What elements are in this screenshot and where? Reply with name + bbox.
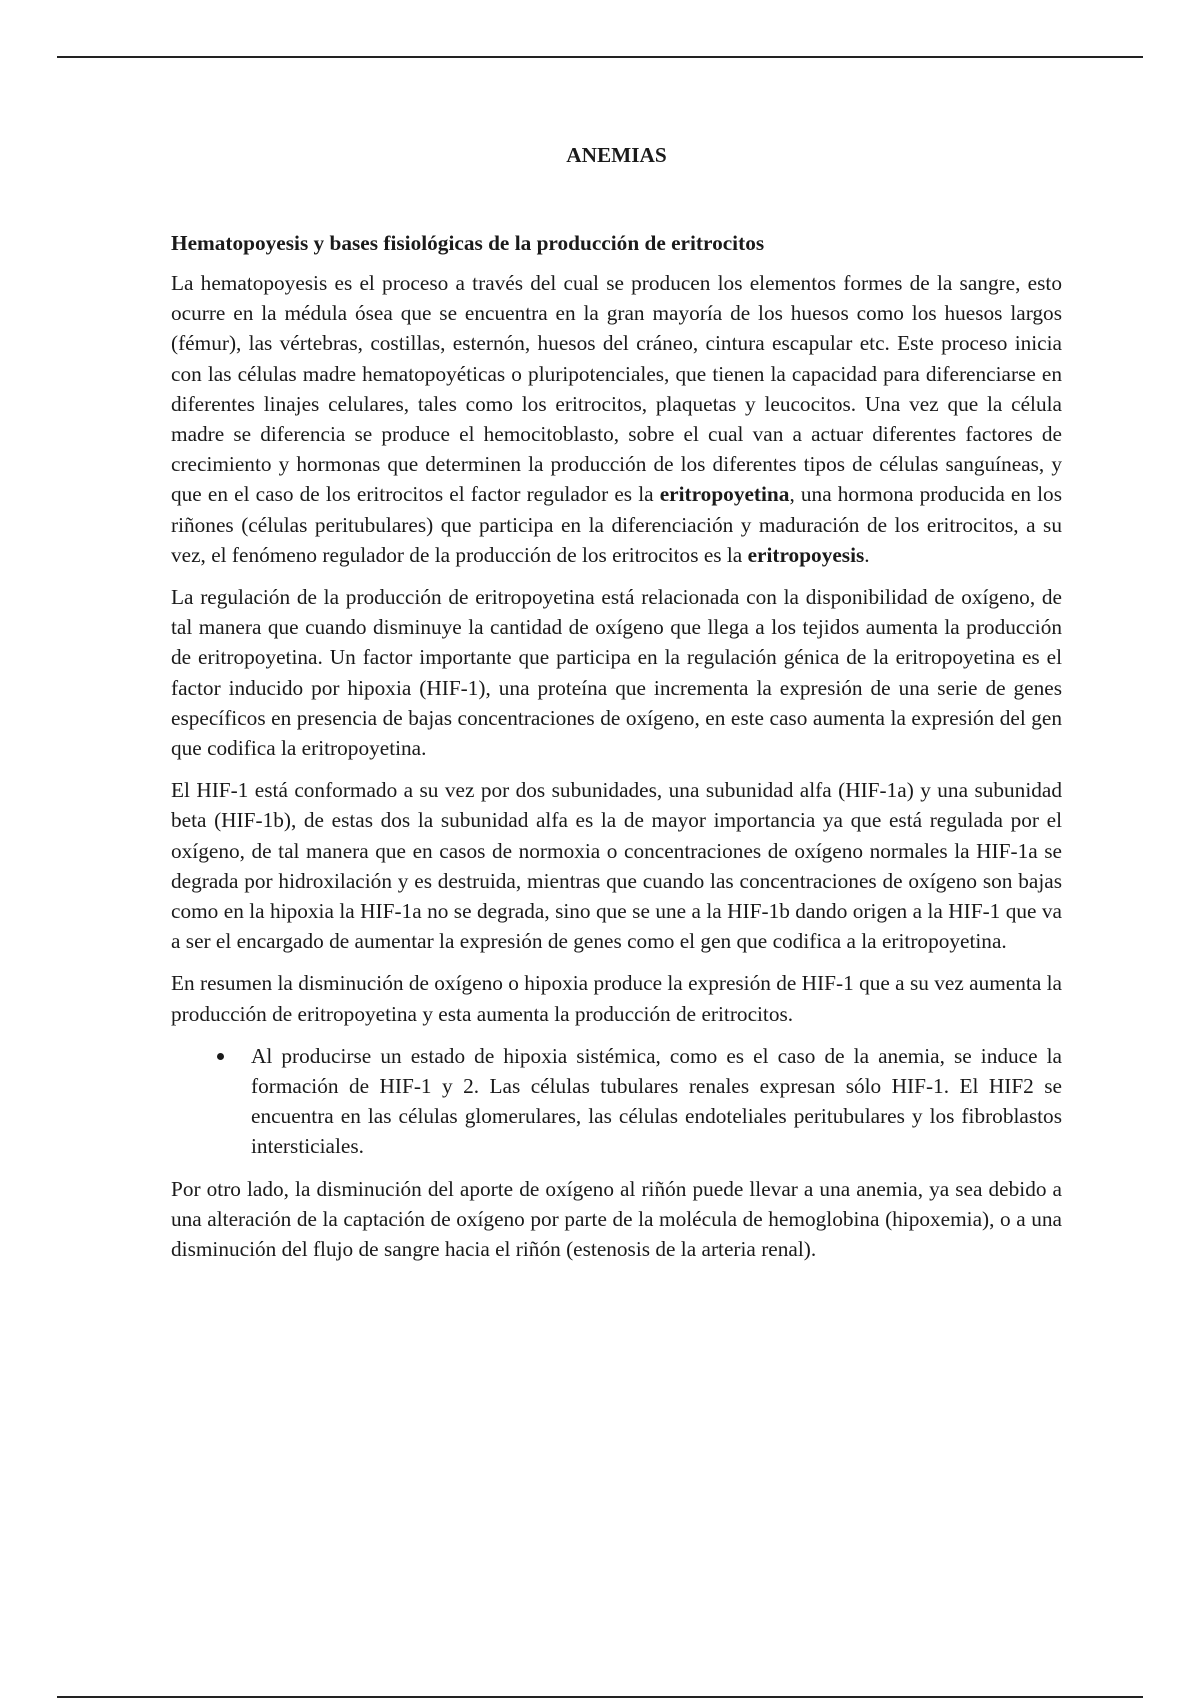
footer-rule xyxy=(57,1696,1143,1698)
paragraph-regulacion: La regulación de la producción de eritropoyetina está relacionada con la disponibilidad de oxígeno, de tal manera que cuando disminuye la cantidad de oxígeno que llega a los tejidos aumenta la producción de eritropoyetina. Un factor importante que participa en la regulación génica de la eritropoyetina es el factor inducido por hipoxia (HIF-1), una proteína que incrementa la expresión de una serie de genes específicos en presencia de bajas concentraciones de oxígeno, en este caso aumenta la expresión del gen que codifica la eritropoyetina. xyxy=(171,585,1062,761)
paragraph-resumen: En resumen la disminución de oxígeno o hipoxia produce la expresión de HIF-1 que a su vez aumenta la producción de eritropoyetina y esta aumenta la producción de eritrocitos. xyxy=(171,971,1062,1026)
paragraph-rinon: Por otro lado, la disminución del aporte de oxígeno al riñón puede llevar a una anemia, ya sea debido a una alteración de la captación de oxígeno por parte de la molécula de hemoglobina (hipoxemia), o a una disminución del flujo de sangre hacia el riñón (estenosis de la arteria renal). xyxy=(171,1176,1062,1262)
paragraph-text: , una hormona producida en los riñones (células peritubulares) que participa en la diferenciación y maduración de los eritrocitos, a su vez, el fenómeno regulador de la producción de los eritrocitos es la xyxy=(171,482,1062,567)
header-rule xyxy=(57,56,1143,58)
bullet-item xyxy=(251,1041,1062,1162)
document-title: ANEMIAS xyxy=(566,143,667,167)
document-body xyxy=(171,140,1062,1276)
paragraph-hematopoyesis xyxy=(171,268,1062,570)
bullet-list xyxy=(171,1041,1062,1162)
bullet-icon xyxy=(217,1053,224,1060)
bold-term-eritropoyesis: eritropoyesis xyxy=(747,542,865,567)
bullet-text: Al producirse un estado de hipoxia sistémica, como es el caso de la anemia, se induce la formación de HIF-1 y 2. Las células tubulares renales expresan sólo HIF-1. El HIF2 se encuentra en las células glomerulares, las células endoteliales peritubulares y los fibroblastos intersticiales. xyxy=(251,1043,1062,1159)
bold-term-eritropoyetina: eritropoyetina xyxy=(659,482,790,507)
section-heading: Hematopoyesis y bases fisiológicas de la producción de eritrocitos xyxy=(171,231,765,255)
paragraph-text: La hematopoyesis es el proceso a través del cual se producen los elementos formes de la sangre, esto ocurre en la médula ósea que se encuentra en la gran mayoría de los huesos como los huesos largos (fémur), las vértebras, costillas, esternón, huesos del cráneo, cintura escapular etc. Este proceso inicia con las células madre hematopoyéticas o pluripotenciales, que tienen la capacidad para diferenciarse en diferentes linajes celulares, tales como los eritrocitos, plaquetas y leucocitos. Una vez que la célula madre se diferencia se produce el hemocitoblasto, sobre el cual van a actuar diferentes factores de crecimiento y hormonas que determinen la producción de los diferentes tipos de células sanguíneas, y que en el caso de los eritrocitos el factor regulador es la xyxy=(171,271,1062,507)
paragraph-text: . xyxy=(864,542,870,567)
paragraph-hif1: El HIF-1 está conformado a su vez por dos subunidades, una subunidad alfa (HIF-1a) y una subunidad beta (HIF-1b), de estas dos la subunidad alfa es la de mayor importancia ya que está regulada por el oxígeno, de tal manera que en casos de normoxia o concentraciones de oxígeno normales la HIF-1a se degrada por hidroxilación y es destruida, mientras que cuando las concentraciones de oxígeno son bajas como en la hipoxia la HIF-1a no se degrada, sino que se une a la HIF-1b dando origen a la HIF-1 que va a ser el encargado de aumentar la expresión de genes como el gen que codifica a la eritropoyetina. xyxy=(171,778,1062,954)
